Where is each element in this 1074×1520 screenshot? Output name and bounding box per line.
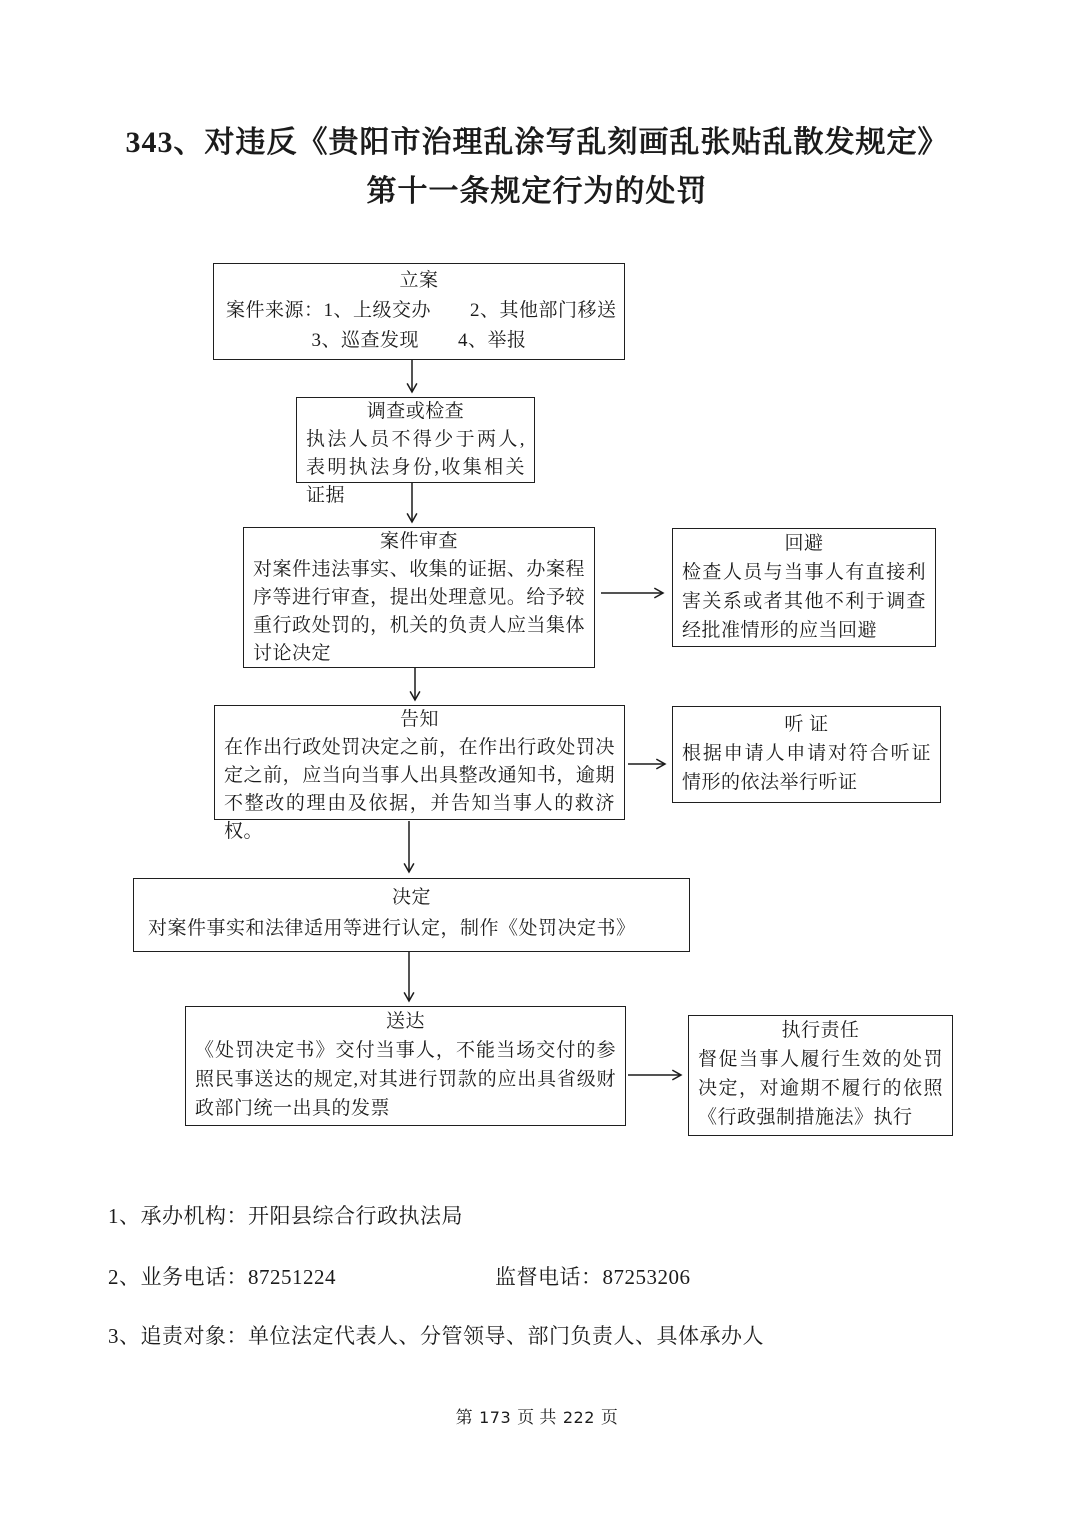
flow-box-notification [214, 705, 625, 842]
flow-box-case-filing-sources-line2: 3、巡查发现 4、举报 [311, 330, 527, 351]
flow-box-recusal-body: 检查人员与当事人有直接利害关系或者其他不利于调查经批准情形的应当回避 [682, 562, 926, 641]
current-page-number: 173 [479, 1408, 512, 1427]
flow-box-decision [133, 878, 690, 952]
flow-box-hearing [672, 706, 941, 803]
flow-box-delivery-body: 《处罚决定书》交付当事人，不能当场交付的参照民事送达的规定,对其进行罚款的应出具省级财政部门统一出具的发票 [195, 1040, 616, 1119]
flow-box-enforcement-duty-body: 督促当事人履行生效的处罚决定，对逾期不履行的依照《行政强制措施法》执行 [698, 1049, 943, 1128]
flow-box-enforcement-duty-title: 执行责任 [781, 1020, 860, 1041]
flow-box-hearing-body: 根据申请人申请对符合听证情形的依法举行听证 [682, 743, 931, 793]
flow-box-investigation-body: 执法人员不得少于两人,表明执法身份,收集相关证据 [306, 429, 525, 506]
flow-box-notification-body: 在作出行政处罚决定之前，在作出行政处罚决定之前，应当向当事人出具整改通知书，逾期不整改的理由及依据，并告知当事人的救济权。 [224, 737, 615, 842]
flow-box-case-review-body: 对案件违法事实、收集的证据、办案程序等进行审查，提出处理意见。给予较重行政处罚的，机关的负责人应当集体讨论决定 [253, 559, 585, 664]
total-page-number: 222 [562, 1408, 595, 1427]
note-business-phone: 2、业务电话：87251224 [108, 1265, 336, 1289]
page-title [0, 118, 1074, 216]
note-handling-agency: 1、承办机构：开阳县综合行政执法局 [108, 1204, 463, 1228]
page-title-line-2: 第十一条规定行为的处罚 [366, 175, 708, 208]
flow-box-case-filing-sources-line1: 案件来源：1、上级交办 2、其他部门移送 [226, 300, 617, 321]
flow-box-delivery [185, 1006, 626, 1126]
flow-box-decision-title: 决定 [391, 887, 431, 908]
flow-box-case-filing-title: 立案 [399, 270, 439, 291]
flow-box-notification-title: 告知 [399, 709, 439, 730]
flow-box-recusal-title: 回避 [784, 533, 824, 554]
flow-box-recusal [672, 528, 936, 647]
flow-box-investigation [296, 397, 535, 506]
flow-box-delivery-title: 送达 [385, 1011, 425, 1032]
page-number-footer [0, 1403, 1074, 1428]
note-phones [108, 1261, 908, 1291]
page-number-suffix: 页 [600, 1408, 619, 1427]
flow-box-investigation-title: 调查或检查 [366, 401, 465, 422]
flow-box-decision-body: 对案件事实和法律适用等进行认定，制作《处罚决定书》 [148, 918, 636, 939]
page-title-line-1: 343、对违反《贵阳市治理乱涂写乱刻画乱张贴乱散发规定》 [125, 126, 949, 159]
flow-box-case-review [243, 527, 595, 668]
page-number-prefix: 第 [455, 1408, 474, 1427]
flow-box-case-filing [213, 263, 625, 360]
flow-box-hearing-title: 听 证 [784, 714, 829, 735]
note-accountability-targets: 3、追责对象：单位法定代表人、分管领导、部门负责人、具体承办人 [108, 1324, 764, 1348]
page-number-middle: 页 共 [517, 1408, 557, 1427]
flow-box-case-review-title: 案件审查 [379, 531, 458, 552]
flow-box-enforcement-duty [688, 1015, 953, 1136]
note-supervision-phone: 监督电话：87253206 [495, 1265, 691, 1289]
